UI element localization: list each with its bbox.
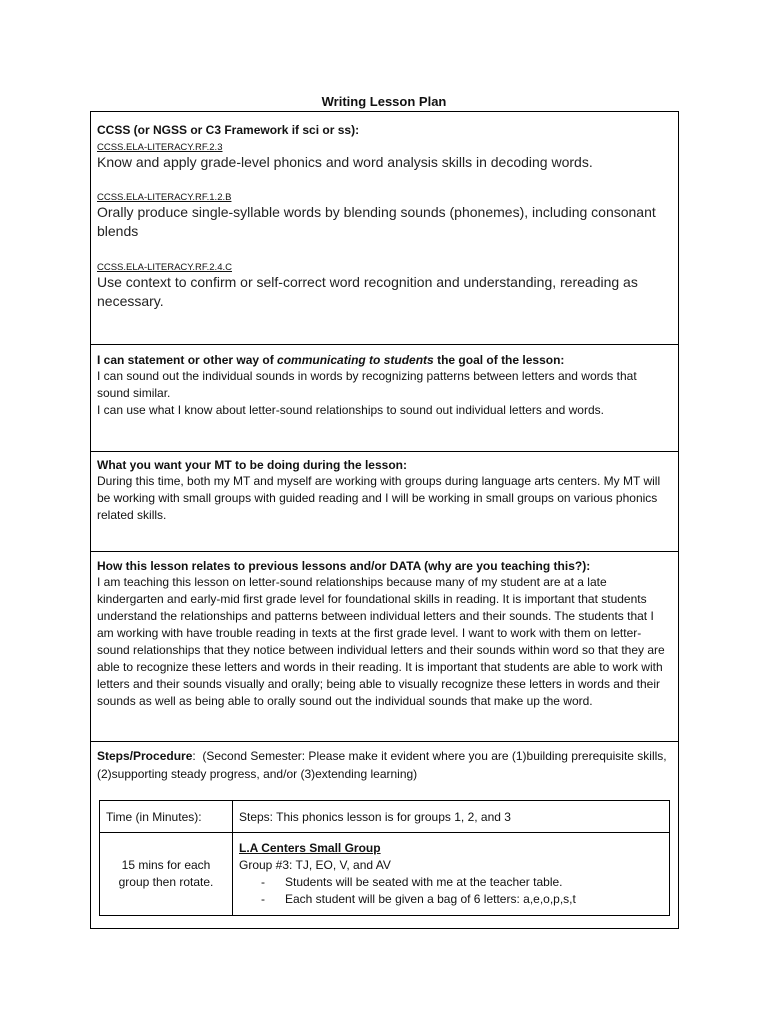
standard-code-link[interactable]: CCSS.ELA-LITERACY.RF.1.2.B [97,192,232,203]
steps-section [91,741,678,928]
group-members: Group #3: TJ, EO, V, and AV [239,858,391,872]
page-title: Writing Lesson Plan [321,94,447,109]
ccss-section [91,112,678,344]
data-section [91,551,678,741]
list-item: - Each student will be given a bag of 6 letters: a,e,o,p,s,t [261,891,663,908]
standard-text: Orally produce single-syllable words by blending sounds (phonemes), including consonant blends [97,204,656,239]
steps-cell [233,833,670,916]
i-can-section [91,344,678,451]
i-can-heading: I can statement or other way of communicating to students the goal of the lesson: [97,353,565,367]
time-column-header: Time (in Minutes): [100,801,233,833]
mt-section [91,451,678,551]
standard-code-link[interactable]: CCSS.ELA-LITERACY.RF.2.4.C [97,262,232,273]
steps-heading: Steps/Procedure: (Second Semester: Please make it evident where you are (1)building prerequisite skills, (2)supporting steady progress, and/or (3)extending learning) [97,749,670,781]
lesson-plan-table [90,111,679,929]
time-cell: 15 mins for each group then rotate. [100,833,233,916]
i-can-statement: I can sound out the individual sounds in words by recognizing patterns between letters and words that sound similar. [97,369,637,400]
data-heading: How this lesson relates to previous lessons and/or DATA (why are you teaching this?): [97,559,591,573]
i-can-statement: I can use what I know about letter-sound relationships to sound out individual letters and words. [97,403,604,417]
mt-body: During this time, both my MT and myself are working with groups during language arts centers. My MT will be working with small groups with guided reading and I will be working in small groups on various phonics related skills. [97,474,661,522]
standard-text: Use context to confirm or self-correct word recognition and understanding, rereading as necessary. [97,274,638,309]
standard-text: Know and apply grade-level phonics and word analysis skills in decoding words. [97,154,593,170]
list-item: - Students will be seated with me at the teacher table. [261,874,663,891]
mt-heading: What you want your MT to be doing during the lesson: [97,458,407,472]
steps-table [99,800,670,916]
standard-code-link[interactable]: CCSS.ELA-LITERACY.RF.2.3 [97,142,223,153]
steps-column-header: Steps: This phonics lesson is for groups 1, 2, and 3 [233,801,670,833]
group-title: L.A Centers Small Group [239,841,381,855]
ccss-heading: CCSS (or NGSS or C3 Framework if sci or ss): [97,123,360,137]
data-body: I am teaching this lesson on letter-sound relationships because many of my student are at a late kindergarten and early-mid first grade level for foundational skills in reading. It is important that students understand the relationships and patterns between individual letters and their sounds. The students that I am working with have trouble reading in texts at the first grade level. I want to work with them on letter-sound relationships that they notice between individual letters and their sounds within word so that they are able to recognize these letters and words in their reading. It is important that students are able to work with letters and their sounds visually and orally; being able to visually recognize these letters in words and their sounds as well as being able to orally sound out the individual sounds that make up the word. [97,575,665,708]
steps-list [239,874,663,908]
